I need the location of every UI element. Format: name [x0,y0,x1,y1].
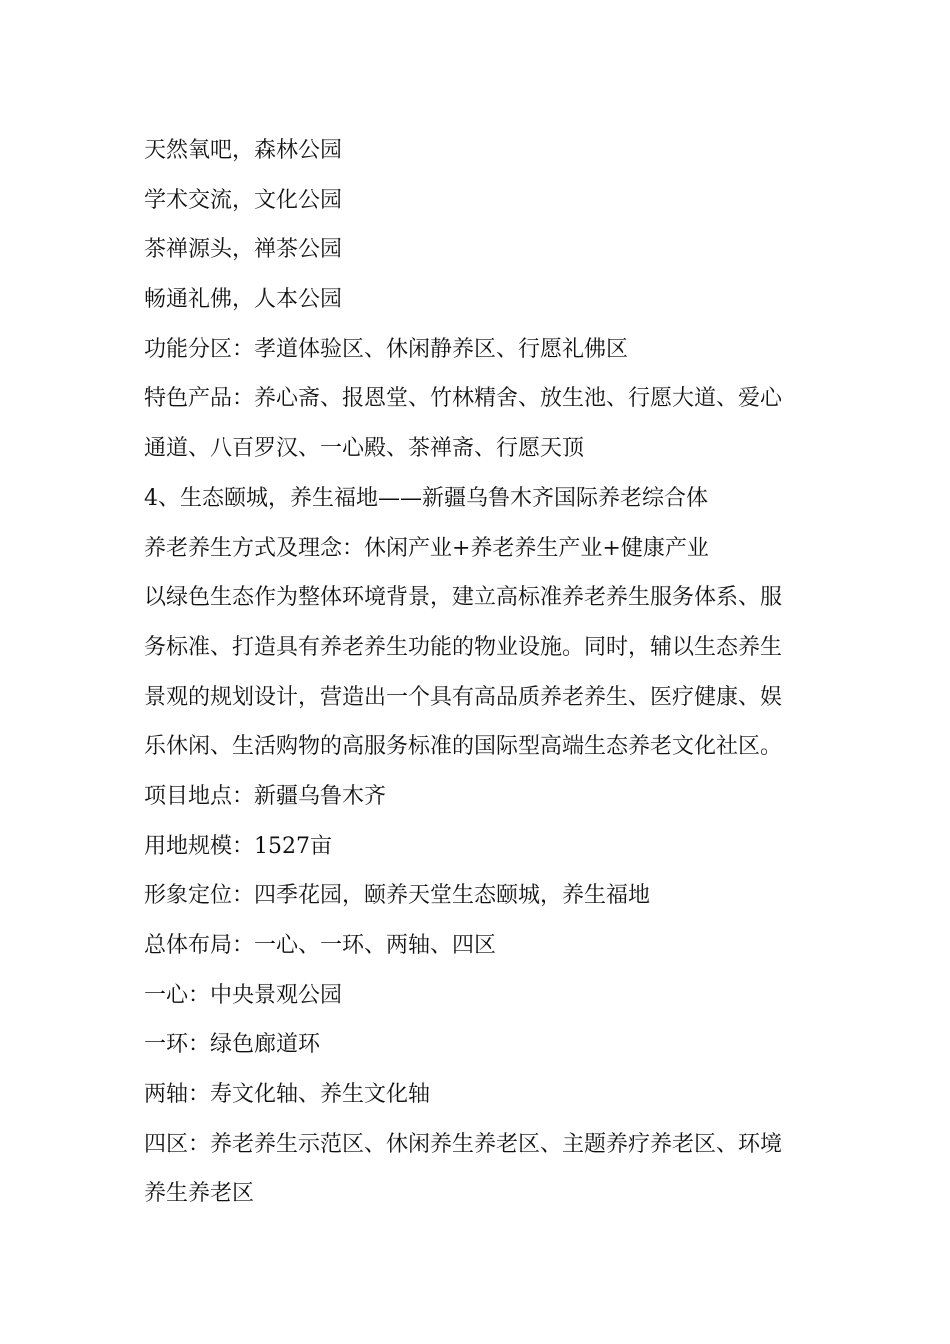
featured-products-paragraph [144,374,814,473]
description-paragraph [144,573,814,772]
text-line: 景观的规划设计，营造出一个具有高品质养老养生、医疗健康、娱 [144,684,783,710]
land-scale-line: 用地规模：1527亩 [144,833,332,859]
text-line: 四区：养老养生示范区、休闲养生养老区、主题养疗养老区、环境 [144,1131,783,1157]
text-line: 特色产品：养心斋、报恩堂、竹林精舍、放生池、行愿大道、爱心 [144,386,783,412]
text-line: 学术交流，文化公园 [144,187,343,213]
project-location-line: 项目地点：新疆乌鲁木齐 [144,783,387,809]
text-line: 养生养老区 [144,1181,255,1207]
text-line: 通道、八百罗汉、一心殿、茶禅斋、行愿天顶 [144,436,585,462]
text-line: 以绿色生态作为整体环境背景，建立高标准养老养生服务体系、服 [144,585,783,611]
image-positioning-line: 形象定位：四季花园，颐养天堂生态颐城，养生福地 [144,883,651,909]
four-zones-paragraph [144,1120,814,1219]
text-line: 务标准、打造具有养老养生功能的物业设施。同时，辅以生态养生 [144,634,783,660]
text-line: 乐休闲、生活购物的高服务标准的国际型高端生态养老文化社区。 [144,734,783,760]
text-line: 天然氧吧，森林公园 [144,138,343,163]
concept-line: 养老养生方式及理念：休闲产业+养老养生产业+健康产业 [144,535,709,561]
section-heading: 4、生态颐城，养生福地——新疆乌鲁木齐国际养老综合体 [144,485,708,511]
text-line: 畅通礼佛，人本公园 [144,287,343,313]
one-center-line: 一心：中央景观公园 [144,982,343,1008]
functional-zones-line: 功能分区：孝道体验区、休闲静养区、行愿礼佛区 [144,336,629,362]
document-body [144,126,814,1219]
text-line: 茶禅源头，禅茶公园 [144,237,343,263]
two-axes-line: 两轴：寿文化轴、养生文化轴 [144,1082,431,1108]
one-ring-line: 一环：绿色廊道环 [144,1032,321,1058]
overall-layout-line: 总体布局：一心、一环、两轴、四区 [144,933,497,958]
